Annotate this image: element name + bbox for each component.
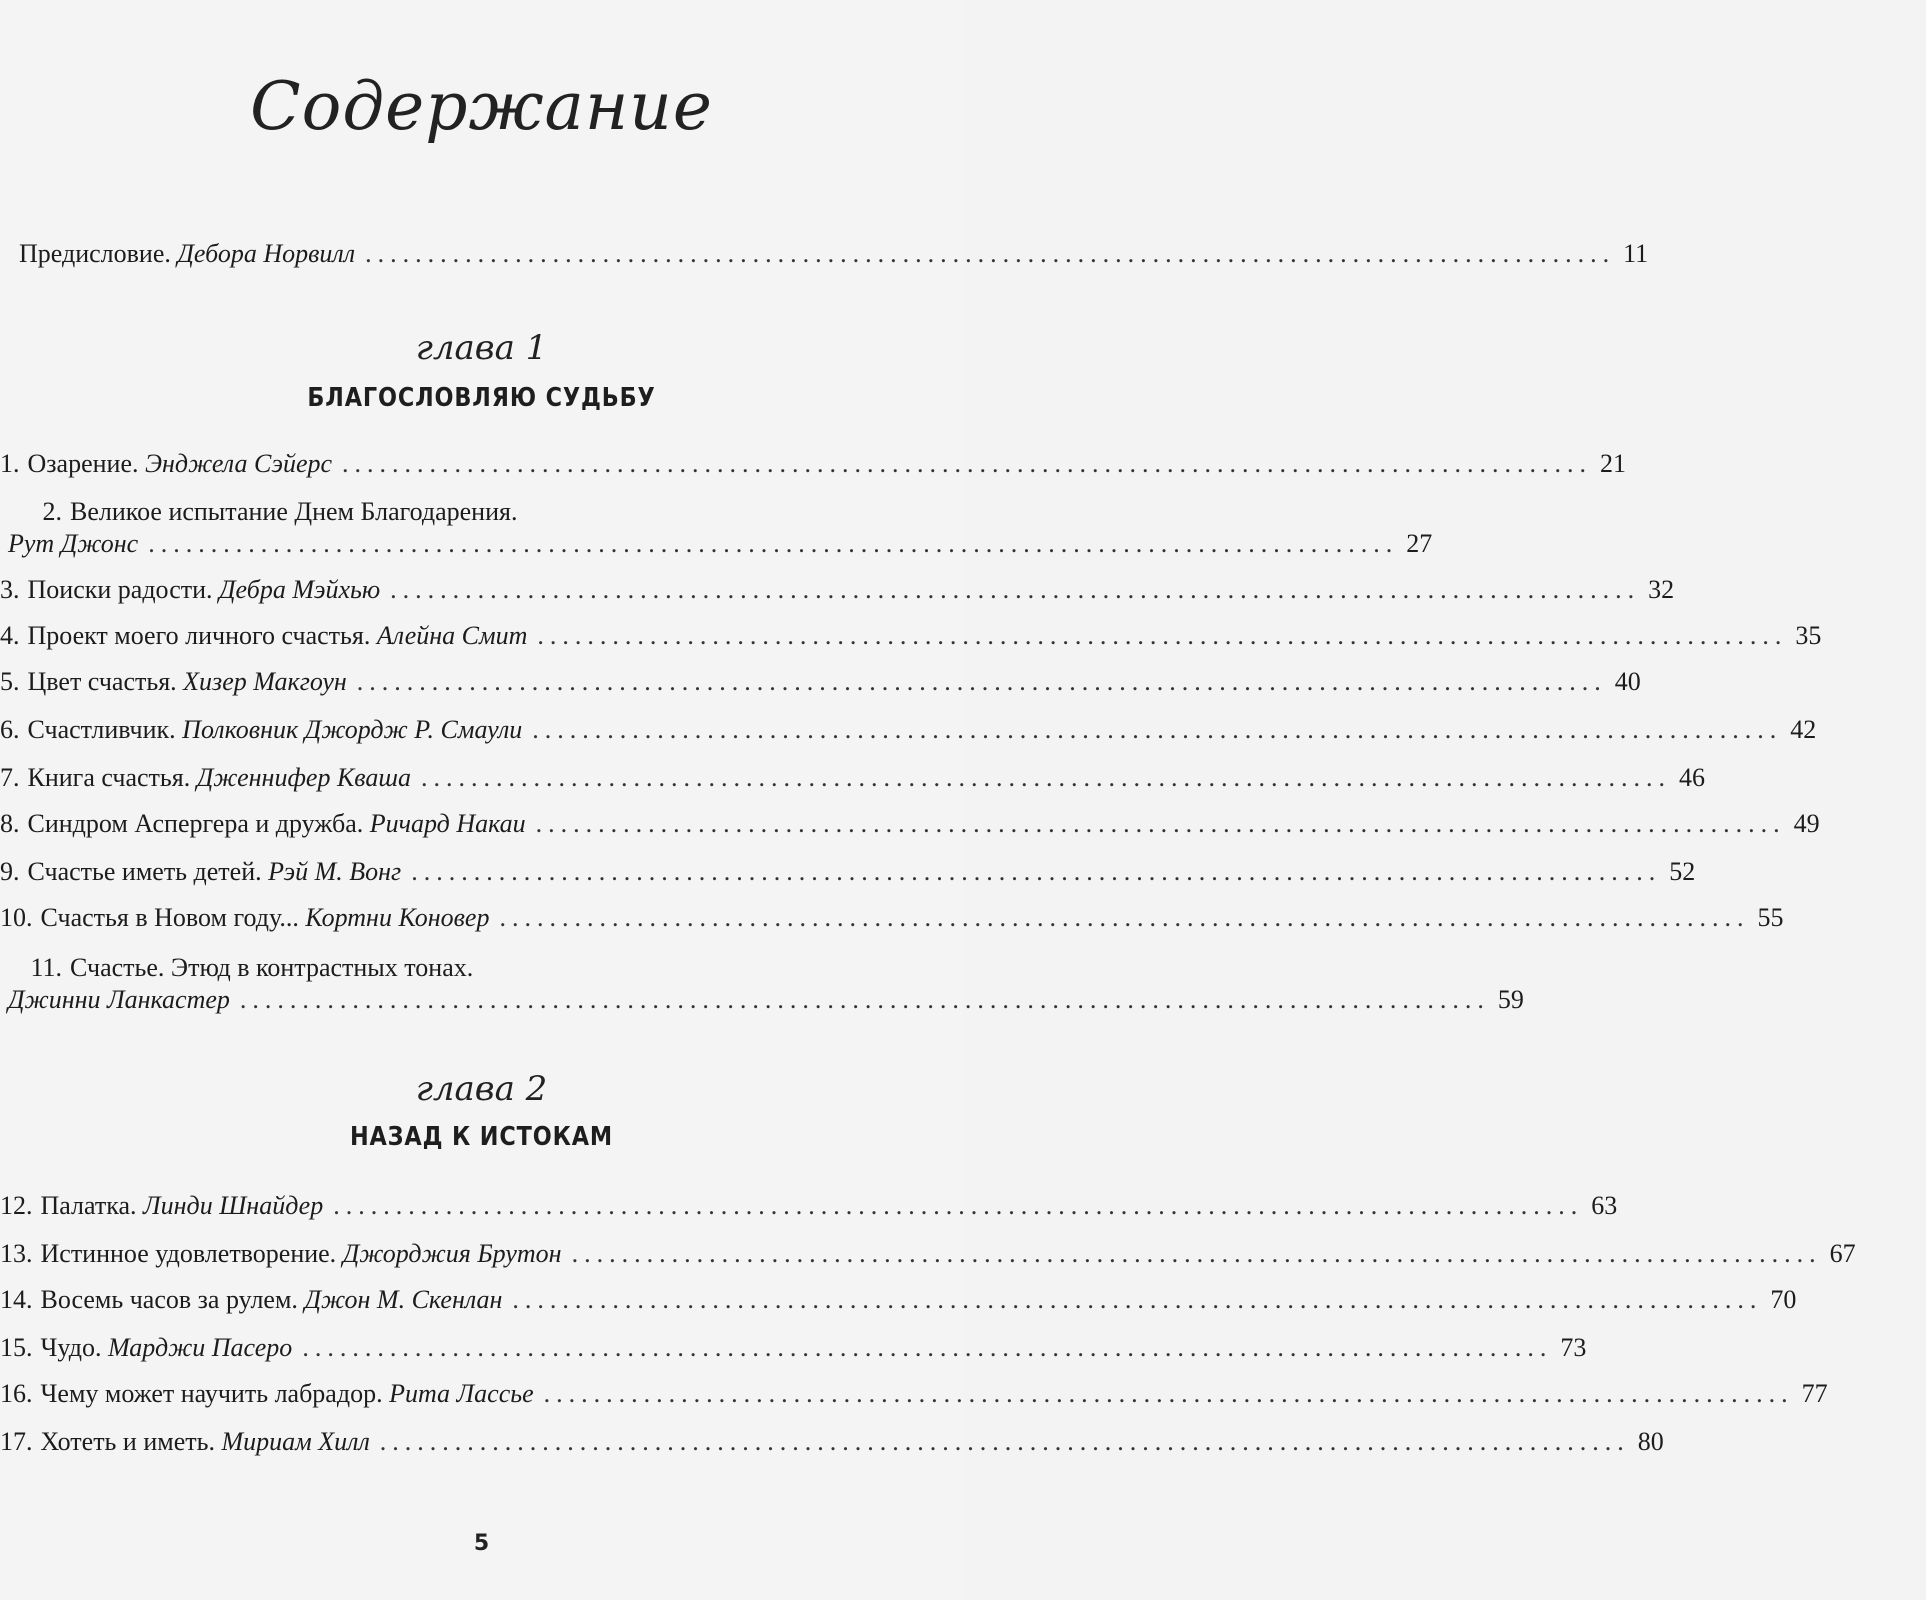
toc-entry-text: Великое испытание Днем Благодарения. <box>70 497 518 526</box>
toc-entry-author: Рэй М. Вонг <box>268 857 402 886</box>
toc-entry-page: 49 <box>1793 809 1820 838</box>
toc-entry-text: Чудо. Марджи Пасеро <box>40 1333 293 1362</box>
toc-entry-page: 27 <box>1406 529 1433 558</box>
toc-entry-author: Алейна Смит <box>376 621 528 650</box>
toc-entry-number: 16. <box>0 1379 33 1408</box>
toc-entry-number: 11. <box>30 953 62 982</box>
leader-dots: .................................................................................................... <box>365 239 1616 268</box>
leader-dots: .................................................................................................... <box>239 985 1490 1014</box>
toc-entry-page: 42 <box>1790 715 1817 744</box>
toc-entry-text: Проект моего личного счастья. Алейна Смит <box>27 621 528 650</box>
toc-entry-number: 15. <box>0 1333 33 1362</box>
toc-entry-text: Палатка. Линди Шнайдер <box>40 1191 324 1220</box>
leader-dots: .................................................................................................... <box>420 763 1671 792</box>
leader-dots: .................................................................................................... <box>379 1427 1630 1456</box>
page-title: Содержание <box>250 68 713 145</box>
toc-entry-page: 52 <box>1669 857 1696 886</box>
toc-entry[interactable] <box>0 1426 1664 1458</box>
leader-dots: .................................................................................................... <box>356 667 1607 696</box>
toc-entry-text: Книга счастья. Дженнифер Кваша <box>27 763 411 792</box>
toc-entry-text: Хотеть и иметь. Мириам Хилл <box>40 1427 370 1456</box>
leader-dots: .................................................................................................... <box>543 1379 1794 1408</box>
toc-entry-text: Счастье иметь детей. Рэй М. Вонг <box>27 857 402 886</box>
toc-entry[interactable] <box>0 902 1784 934</box>
toc-entry-page: 63 <box>1591 1191 1618 1220</box>
toc-entry-author: Марджи Пасеро <box>108 1333 293 1362</box>
toc-entry-text: Цвет счастья. Хизер Макгоун <box>27 667 347 696</box>
toc-entry-author: Джорджия Брутон <box>342 1239 562 1268</box>
toc-entry-number: 13. <box>0 1239 33 1268</box>
toc-entry-number: 12. <box>0 1191 33 1220</box>
toc-entry-author: Полковник Джордж Р. Смаули <box>182 715 523 744</box>
toc-entry-author: Дебора Норвилл <box>177 239 356 268</box>
toc-entry-number: 14. <box>0 1285 33 1314</box>
toc-entry-text: Счастья в Новом году... Кортни Коновер <box>40 903 490 932</box>
toc-entry-number: 6. <box>0 715 20 744</box>
leader-dots: .................................................................................................... <box>411 857 1662 886</box>
toc-entry-number: 4. <box>0 621 20 650</box>
toc-entry-page: 21 <box>1600 449 1627 478</box>
chapter-1-label: глава 1 <box>415 328 548 368</box>
toc-entry-text: Синдром Аспергера и дружба. Ричард Накаи <box>27 809 526 838</box>
toc-entry-text: Счастье. Этюд в контрастных тонах. <box>70 953 474 982</box>
toc-entry-page: 32 <box>1648 575 1675 604</box>
toc-entry-page: 70 <box>1770 1285 1797 1314</box>
toc-entry-number: 3. <box>0 575 20 604</box>
toc-entry[interactable] <box>0 808 1820 840</box>
toc-entry-number: 9. <box>0 857 20 886</box>
toc-entry[interactable] <box>0 952 1524 1016</box>
chapter-2-title: НАЗАД К ИСТОКАМ <box>349 1122 614 1152</box>
leader-dots: .................................................................................................... <box>333 1191 1584 1220</box>
leader-dots: .................................................................................................... <box>302 1333 1553 1362</box>
toc-entry[interactable] <box>0 448 1627 480</box>
toc-entry-number: 8. <box>0 809 20 838</box>
toc-entry-number: 5. <box>0 667 20 696</box>
toc-entry-author: Энджела Сэйерс <box>145 449 333 478</box>
toc-entry-number: 10. <box>0 903 33 932</box>
toc-entry-number: 1. <box>0 449 20 478</box>
toc-entry-page: 46 <box>1678 763 1705 792</box>
toc-entry-text: Предисловие. Дебора Норвилл <box>19 239 356 268</box>
toc-entry[interactable] <box>0 574 1675 606</box>
toc-entry-number: 2. <box>42 497 62 526</box>
toc-entry-author: Ричард Накаи <box>369 809 526 838</box>
toc-entry[interactable] <box>0 762 1705 794</box>
toc-entry[interactable] <box>0 496 1433 560</box>
toc-entry[interactable] <box>0 1378 1828 1410</box>
toc-entry-page: 73 <box>1560 1333 1587 1362</box>
leader-dots: .................................................................................................... <box>148 529 1399 558</box>
toc-entry-text: Чему может научить лабрадор. Рита Лассье <box>40 1379 534 1408</box>
toc-entry-page: 59 <box>1497 985 1524 1014</box>
toc-entry[interactable] <box>0 1332 1587 1364</box>
leader-dots: .................................................................................................... <box>499 903 1750 932</box>
leader-dots: .................................................................................................... <box>537 621 1788 650</box>
toc-entry-author: Джинни Ланкастер <box>8 985 230 1014</box>
toc-entry[interactable] <box>0 666 1641 698</box>
toc-entry-author: Хизер Макгоун <box>183 667 347 696</box>
toc-entry-author: Джон М. Скенлан <box>304 1285 503 1314</box>
toc-entry-author: Дебра Мэйхью <box>219 575 381 604</box>
toc-entry-text: Озарение. Энджела Сэйерс <box>27 449 333 478</box>
leader-dots: .................................................................................................... <box>390 575 1641 604</box>
toc-entry-author: Дженнифер Кваша <box>196 763 411 792</box>
toc-entry-page: 11 <box>1623 239 1649 268</box>
leader-dots: .................................................................................................... <box>535 809 1786 838</box>
chapter-1-title: БЛАГОСЛОВЛЯЮ СУДЬБУ <box>307 383 656 413</box>
toc-entry[interactable] <box>0 714 1817 746</box>
toc-entry-text: Поиски радости. Дебра Мэйхью <box>27 575 381 604</box>
toc-entry-text: Счастливчик. Полковник Джордж Р. Смаули <box>27 715 523 744</box>
leader-dots: .................................................................................................... <box>571 1239 1822 1268</box>
toc-entry-text: Восемь часов за рулем. Джон М. Скенлан <box>40 1285 503 1314</box>
toc-entry-page: 67 <box>1829 1239 1856 1268</box>
toc-entry-author: Кортни Коновер <box>305 903 490 932</box>
toc-entry-page: 40 <box>1614 667 1641 696</box>
toc-entry-author: Линди Шнайдер <box>143 1191 324 1220</box>
chapter-2-label: глава 2 <box>415 1069 548 1109</box>
toc-entry-page: 35 <box>1795 621 1822 650</box>
toc-entry-page: 80 <box>1637 1427 1664 1456</box>
toc-entry[interactable] <box>0 1284 1797 1316</box>
toc-entry-author: Рут Джонс <box>8 529 139 558</box>
toc-entry-page: 55 <box>1757 903 1784 932</box>
toc-entry-number: 17. <box>0 1427 33 1456</box>
bleed-through-text <box>80 150 900 176</box>
leader-dots: .................................................................................................... <box>512 1285 1763 1314</box>
toc-entry[interactable] <box>0 856 1696 888</box>
leader-dots: .................................................................................................... <box>342 449 1593 478</box>
toc-entry[interactable] <box>0 1190 1618 1222</box>
toc-entry-number: 7. <box>0 763 20 792</box>
toc-entry[interactable] <box>0 1238 1856 1270</box>
toc-entry-author: Мириам Хилл <box>221 1427 370 1456</box>
toc-entry[interactable] <box>0 620 1822 652</box>
page-number: 5 <box>473 1531 490 1556</box>
toc-entry-page: 77 <box>1801 1379 1828 1408</box>
toc-entry-author: Рита Лассье <box>389 1379 534 1408</box>
toc-entry-text: Истинное удовлетворение. Джорджия Брутон <box>40 1239 562 1268</box>
leader-dots: .................................................................................................... <box>532 715 1783 744</box>
